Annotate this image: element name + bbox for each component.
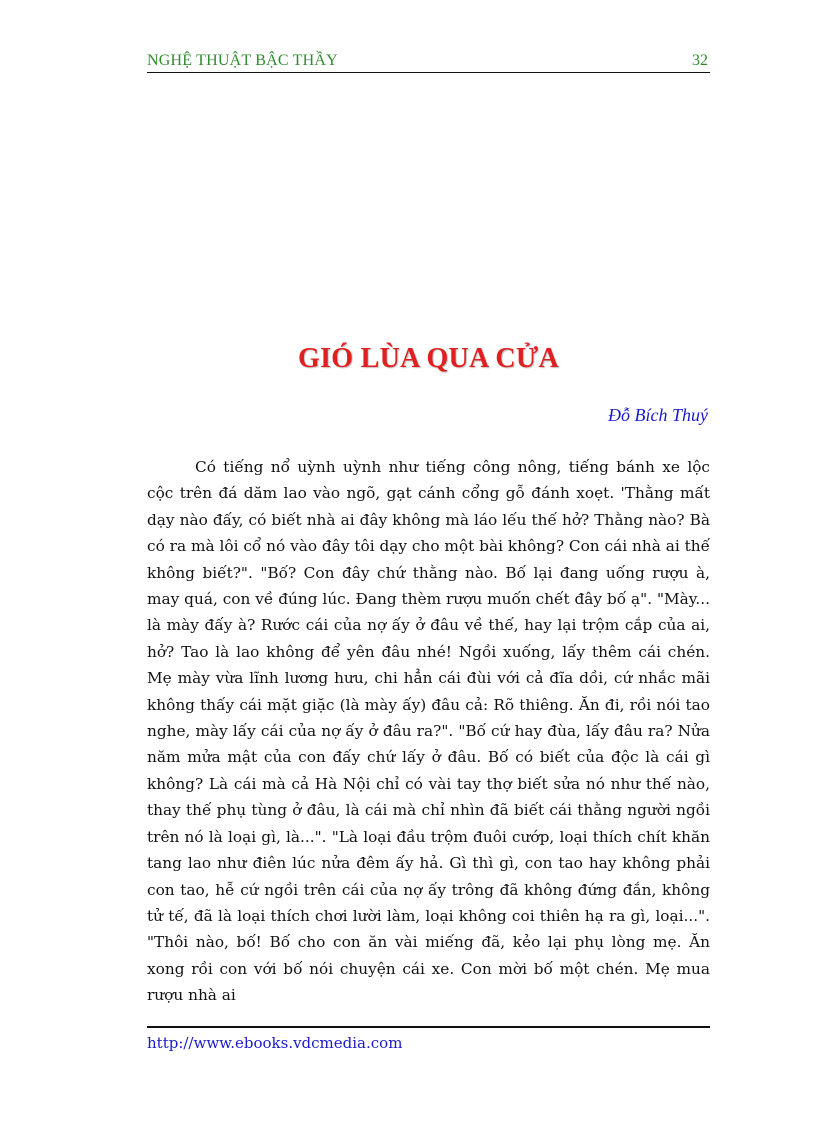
footer-url-link[interactable]: http://www.ebooks.vdcmedia.com — [147, 1034, 403, 1052]
book-title: NGHỆ THUẬT BẬC THẦY — [147, 52, 338, 69]
body-paragraph: Có tiếng nổ uỳnh uỳnh như tiếng công nông, tiếng bánh xe lộc cộc trên đá dăm lao vào ngõ, gạt cánh cổng gỗ đánh xoẹt. 'Thằng mất dạy nào đấy, có biết nhà ai đây không mà láo lếu thế hở? Thằng nào? Bà có ra mà lôi cổ nó vào đây tôi dạy cho một bài không? Con cái nhà ai thế không biết?". "Bố? Con đây chứ thằng nào. Bố lại đang uống rượu à, may quá, con về đúng lúc. Đang thèm rượu muốn chết đây bố ạ". "Mày... là mày đấy à? Rước cái của nợ ấy ở đâu về thế, hay lại trộm cắp của ai, hở? Tao là lao không để yên đâu nhé! Ngồi xuống, lấy thêm cái chén. Mẹ mày vừa lĩnh lương hưu, chi hẳn cái đùi với cả đĩa dồi, cứ nhắc mãi không thấy cái mặt giặc (là mày ấy) đâu cả: Rõ thiêng. Ăn đi, rồi nói tao nghe, mày lấy cái của nợ ấy ở đâu ra?". "Bố cứ hay đùa, lấy đâu ra? Nửa năm mửa mật của con đấy chứ lấy ở đâu. Bố có biết của độc là cái gì không? Là cái mà cả Hà Nội chỉ có vài tay thợ biết sửa nó như thế nào, thay thế phụ tùng ở đâu, là cái mà chỉ nhìn đã biết cái thằng người ngồi trên nó là loại gì, là...". "Là loại đầu trộm đuôi cướp, loại thích chít khăn tang lao như điên lúc nửa đêm ấy hả. Gì thì gì, con tao hay không phải con tao, hễ cứ ngồi trên cái của nợ ấy trông đã không đứng đắn, không tử tế, đã là loại thích chơi lười làm, loại không coi thiên hạ ra gì, loại...". "Thôi nào, bố! Bố cho con ăn vài miếng đã, kẻo lại phụ lòng mẹ. Ăn xong rồi con với bố nói chuyện cái xe. Con mời bố một chén. Mẹ mua rượu nhà ai — [147, 458, 710, 1005]
page-header — [147, 52, 710, 72]
header-divider — [147, 72, 710, 73]
chapter-title: GIÓ LÙA QUA CỬA — [298, 343, 559, 374]
page-number: 32 — [692, 52, 708, 69]
footer-divider — [147, 1026, 710, 1028]
author-name: Đỗ Bích Thuý — [608, 405, 708, 425]
